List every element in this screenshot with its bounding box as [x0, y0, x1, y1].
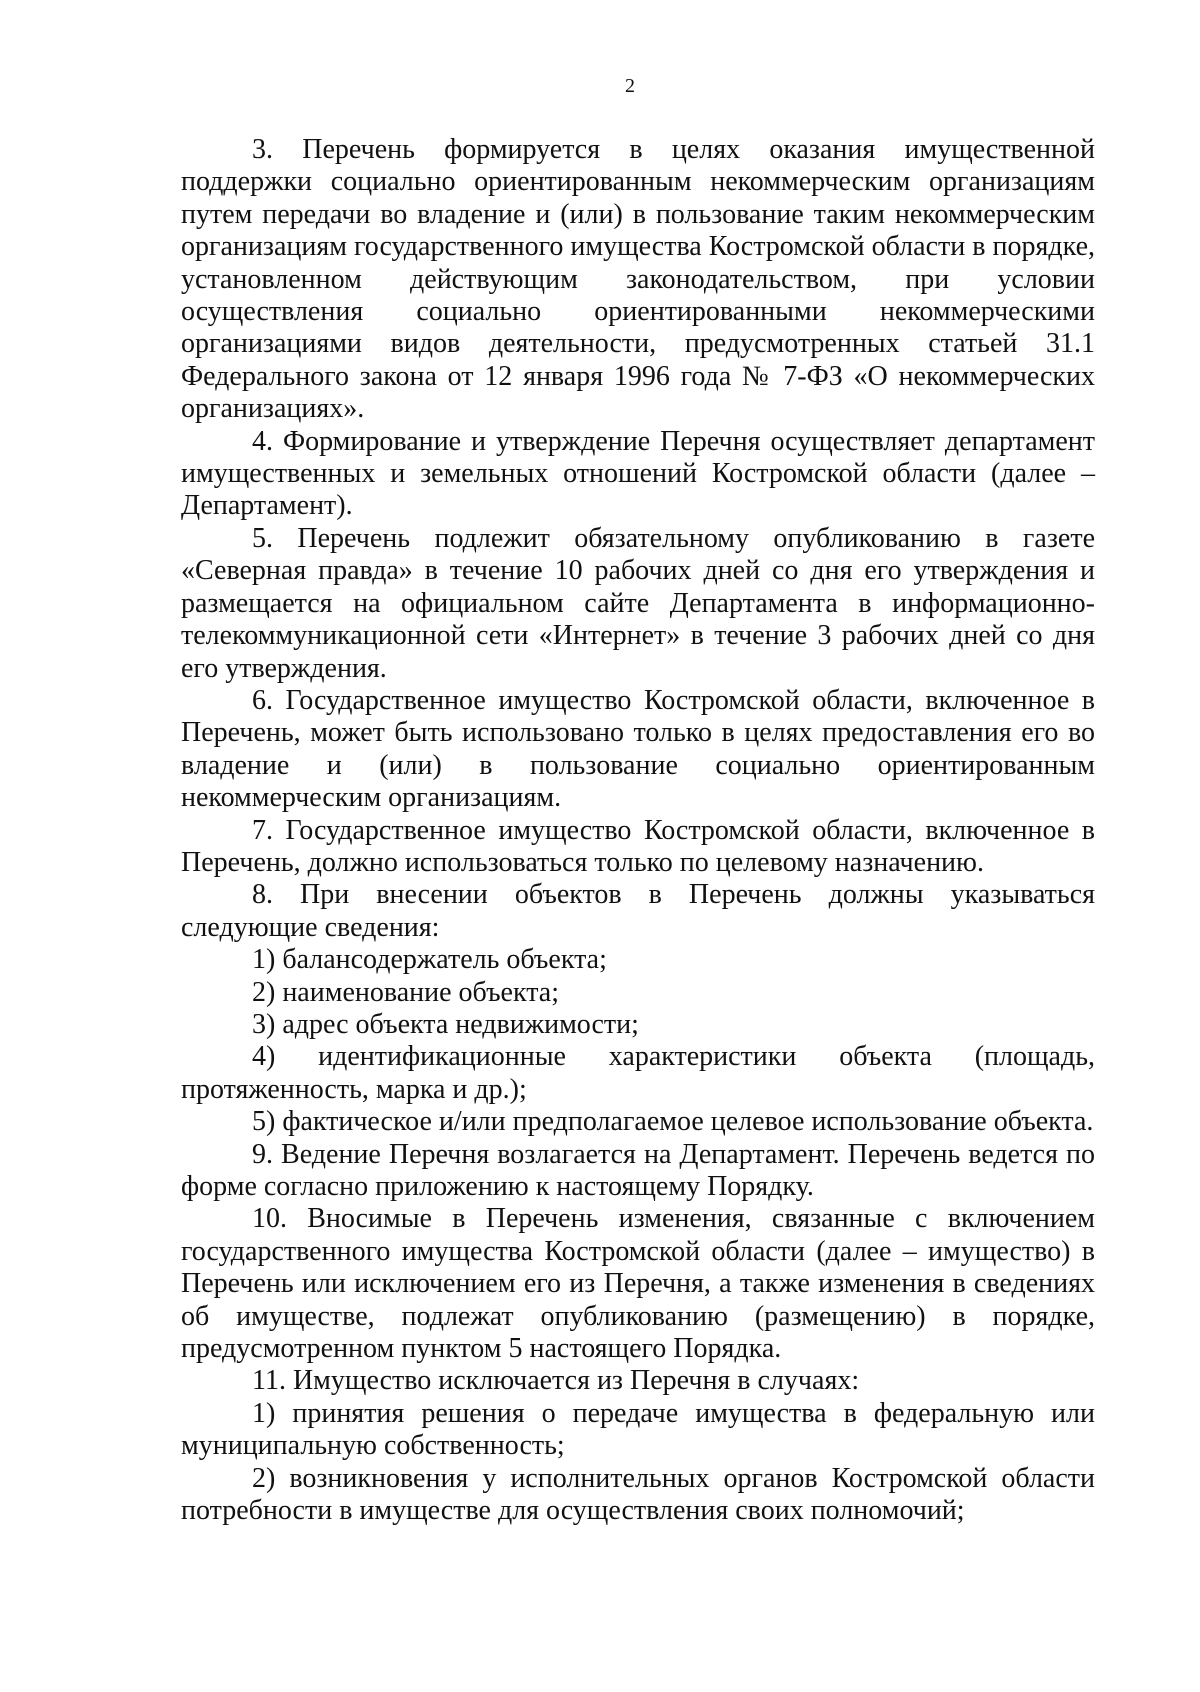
paragraph-8-required-info: 8. При внесении объектов в Перечень должны указываться следующие сведения:: [181, 879, 1095, 943]
paragraph-4-formation: 4. Формирование и утверждение Перечня осуществляет департамент имущественных и земельных отношений Костромской области (далее – Департамент).: [181, 425, 1095, 522]
list-item-executive-need: 2) возникновения у исполнительных органов Костромской области потребности в имуществе для осуществления своих полномочий;: [181, 1462, 1095, 1527]
list-item-transfer-ownership: 1) принятия решения о передаче имущества в федеральную или муниципальную собственность;: [181, 1397, 1095, 1462]
paragraph-11-exclusion: 11. Имущество исключается из Перечня в случаях:: [252, 1365, 860, 1397]
list-item-object-name: 2) наименование объекта;: [252, 976, 560, 1008]
paragraph-7-target-use: 7. Государственное имущество Костромской области, включенное в Перечень, должно использоваться только по целевому назначению.: [181, 814, 1095, 878]
list-item-intended-use: 5) фактическое и/или предполагаемое целевое использование объекта.: [252, 1106, 1094, 1138]
paragraph-5-publication: 5. Перечень подлежит обязательному опубликованию в газете «Северная правда» в течение 10 рабочих дней со дня его утверждения и размещается на официальном сайте Департамента в информационно-телекоммуникационной сети «Интернет» в течение 3 рабочих дней со дня его утверждения.: [181, 522, 1095, 684]
document-body: [181, 134, 1095, 1527]
paragraph-9-maintenance: 9. Ведение Перечня возлагается на Департамент. Перечень ведется по форме согласно приложению к настоящему Порядку.: [181, 1138, 1095, 1202]
list-item-characteristics: 4) идентификационные характеристики объекта (площадь, протяженность, марка и др.);: [181, 1041, 1095, 1105]
list-item-balance-holder: 1) балансодержатель объекта;: [252, 944, 607, 976]
paragraph-6-usage: 6. Государственное имущество Костромской области, включенное в Перечень, может быть использовано только в целях предоставления его во владение и (или) в пользование социально ориентированным некоммерческим организациям.: [181, 684, 1095, 814]
paragraph-10-changes: 10. Вносимые в Перечень изменения, связанные с включением государственного имущества Костромской области (далее – имущество) в Перечень или исключением его из Перечня, а также изменения в сведениях об имуществе, подлежат опубликованию (размещению) в порядке, предусмотренном пунктом 5 настоящего Порядка.: [181, 1203, 1095, 1365]
list-item-address: 3) адрес объекта недвижимости;: [252, 1008, 639, 1040]
page-number: 2: [625, 75, 635, 97]
paragraph-3-purpose: 3. Перечень формируется в целях оказания имущественной поддержки социально ориентированным некоммерческим организациям путем передачи во владение и (или) в пользование таким некоммерческим организациям государственного имущества Костромской области в порядке, установленном действующим законодательством, при условии осуществления социально ориентированными некоммерческими организациями видов деятельности, предусмотренных статьей 31.1 Федерального закона от 12 января 1996 года № 7-ФЗ «О некоммерческих организациях».: [181, 134, 1095, 425]
